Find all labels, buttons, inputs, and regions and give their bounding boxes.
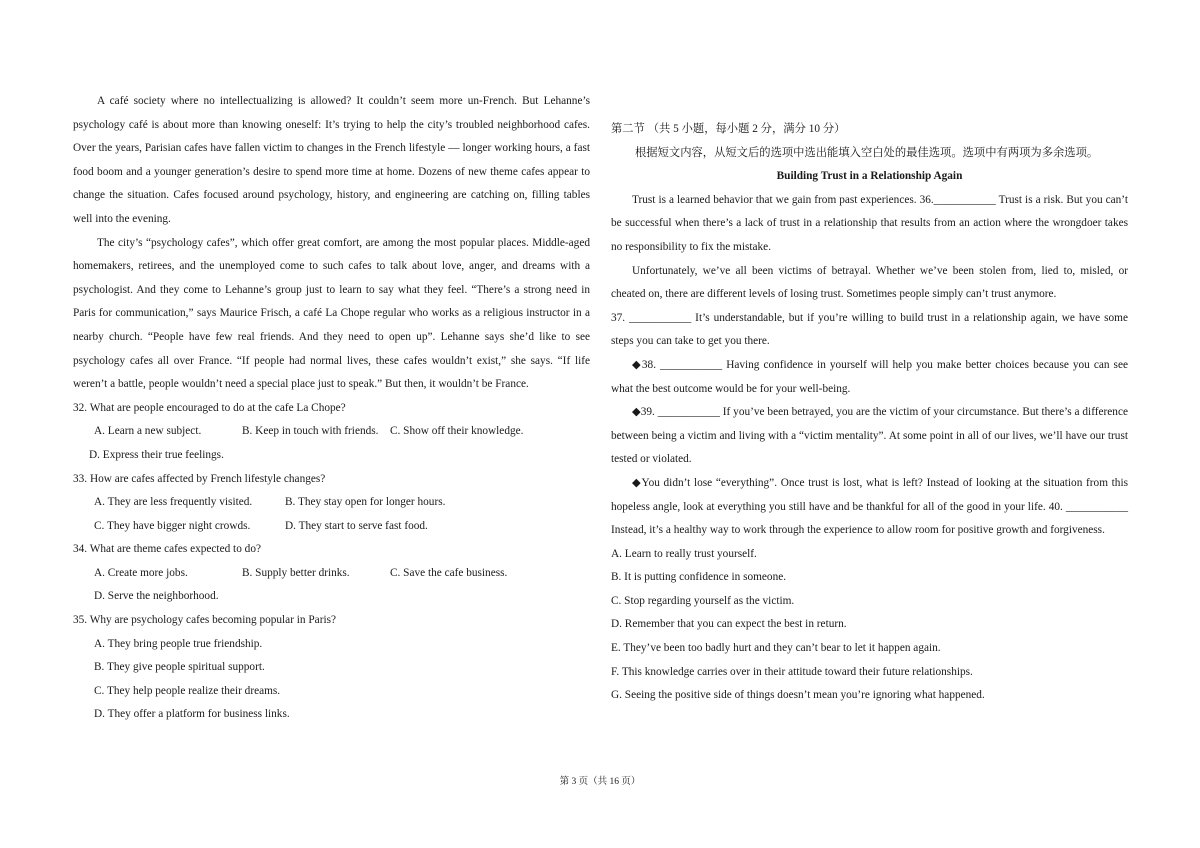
question-options — [73, 562, 590, 609]
passage-paragraph: ◆39. ___________ If you’ve been betrayed, you are the victim of your circumstance. But there’s a difference between being a victim and living with a “victim mentality”. At some point in all of our lives, we’ll have our trust tested or violated. — [611, 406, 1128, 466]
passage-paragraph: Trust is a learned behavior that we gain from past experiences. 36.___________ Trust is a risk. But you can’t be successful when there’s a lack of trust in a relationship that results from an action where the wrongdoer takes no responsibility to fix the mistake. — [611, 193, 1128, 253]
answer-option-g: G. Seeing the positive side of things doesn’t mean you’re ignoring what happened. — [611, 689, 985, 702]
option-a: A. They are less frequently visited. — [94, 496, 253, 509]
answer-option-d: D. Remember that you can expect the best in return. — [611, 618, 847, 631]
option-d: D. Serve the neighborhood. — [94, 590, 219, 603]
question-stem: 33. How are cafes affected by French lifestyle changes? — [73, 472, 326, 485]
passage-paragraph: ◆You didn’t lose “everything”. Once trust is lost, what is left? Instead of looking at the situation from this hopeless angle, look at everything you still have and be thankful for all of the good in your life. 40. ___________ Instead, it’s a healthy way to work through the experience to allow room for positive growth and forgiveness. — [611, 476, 1128, 537]
question-33 — [73, 468, 590, 539]
option-d: D. Express their true feelings. — [89, 448, 224, 461]
option-b: B. Keep in touch with friends. — [242, 425, 379, 438]
option-c: C. They have bigger night crowds. — [94, 519, 251, 532]
question-options — [73, 491, 590, 538]
question-options — [73, 420, 590, 467]
section-heading: 第二节 （共 5 小题，每小题 2 分，满分 10 分） — [611, 123, 846, 135]
option-c: C. Save the cafe business. — [390, 566, 508, 579]
answer-options — [611, 543, 1128, 708]
answer-option-c: C. Stop regarding yourself as the victim. — [611, 594, 795, 607]
passage-paragraph: The city’s “psychology cafes”, which offer great comfort, are among the most popular places. Middle-aged homemakers, retirees, and the unemployed come to such cafes to talk about love, anger, and dreams with a psychologist. And they come to Lehanne’s group just to learn to say what they feel. “There’s a strong need in Paris for communication,” says Maurice Frisch, a café La Chope regular who works as a religious instructor in a nearby church. “People have few real friends. And they need to open up”. Lehanne says she’d like to see psychology cafes all over France. “If people had normal lives, these cafes wouldn’t exist,” she says. “If life weren’t a battle, people wouldn’t need a special place just to speak.” But then, it wouldn’t be France. — [73, 236, 590, 391]
passage-paragraph: ◆38. ___________ Having confidence in yourself will help you make better choices because you can see what the best outcome would be for your well-being. — [611, 358, 1128, 395]
option-b: B. They give people spiritual support. — [94, 661, 265, 674]
question-34 — [73, 538, 590, 609]
passage-paragraph: Unfortunately, we’ve all been victims of betrayal. Whether we’ve been stolen from, lied to, misled, or cheated on, there are different levels of losing trust. Sometimes people simply can’t trust anymore. — [611, 264, 1128, 301]
option-d: D. They offer a platform for business links. — [94, 708, 290, 721]
option-b: B. They stay open for longer hours. — [285, 496, 446, 509]
question-stem: 35. Why are psychology cafes becoming popular in Paris? — [73, 614, 336, 627]
option-b: B. Supply better drinks. — [242, 566, 350, 579]
question-stem: 34. What are theme cafes expected to do? — [73, 543, 261, 556]
passage-paragraph: 37. ___________ It’s understandable, but if you’re willing to build trust in a relationship again, we have some steps you can take to get you there. — [611, 311, 1128, 348]
option-a: A. Learn a new subject. — [94, 425, 202, 438]
answer-option-a: A. Learn to really trust yourself. — [611, 547, 757, 560]
option-a: A. Create more jobs. — [94, 566, 188, 579]
option-a: A. They bring people true friendship. — [94, 637, 263, 650]
question-stem: 32. What are people encouraged to do at the cafe La Chope? — [73, 401, 346, 414]
answer-option-f: F. This knowledge carries over in their attitude toward their future relationships. — [611, 665, 973, 678]
question-35 — [73, 609, 590, 727]
answer-option-e: E. They’ve been too badly hurt and they can’t bear to let it happen again. — [611, 642, 941, 655]
right-column — [611, 90, 1128, 708]
left-column — [73, 90, 590, 727]
option-c: C. Show off their knowledge. — [390, 425, 524, 438]
answer-option-b: B. It is putting confidence in someone. — [611, 571, 787, 584]
question-options — [73, 633, 590, 727]
instruction-text: 根据短文内容，从短文后的选项中选出能填入空白处的最佳选项。选项中有两项为多余选项。 — [635, 146, 1099, 159]
page-number-footer: 第 3 页（共 16 页） — [559, 777, 641, 787]
option-d: D. They start to serve fast food. — [285, 519, 428, 532]
passage-paragraph: A café society where no intellectualizing is allowed? It couldn’t seem more un-French. But Lehanne’s psychology café is about more than knowing oneself: It’s trying to help the city’s troubled neighborhood cafes. Over the years, Parisian cafes have fallen victim to changes in the French lifestyle — longer working hours, a fast food boom and a younger generation’s desire to spend more time at home. Dozens of new theme cafes appear to change the situation. Cafes focused around psychology, history, and engineering are catching on, filling tables well into the evening. — [73, 95, 590, 225]
question-32 — [73, 397, 590, 468]
option-c: C. They help people realize their dreams. — [94, 684, 281, 697]
passage-title: Building Trust in a Relationship Again — [776, 170, 963, 183]
